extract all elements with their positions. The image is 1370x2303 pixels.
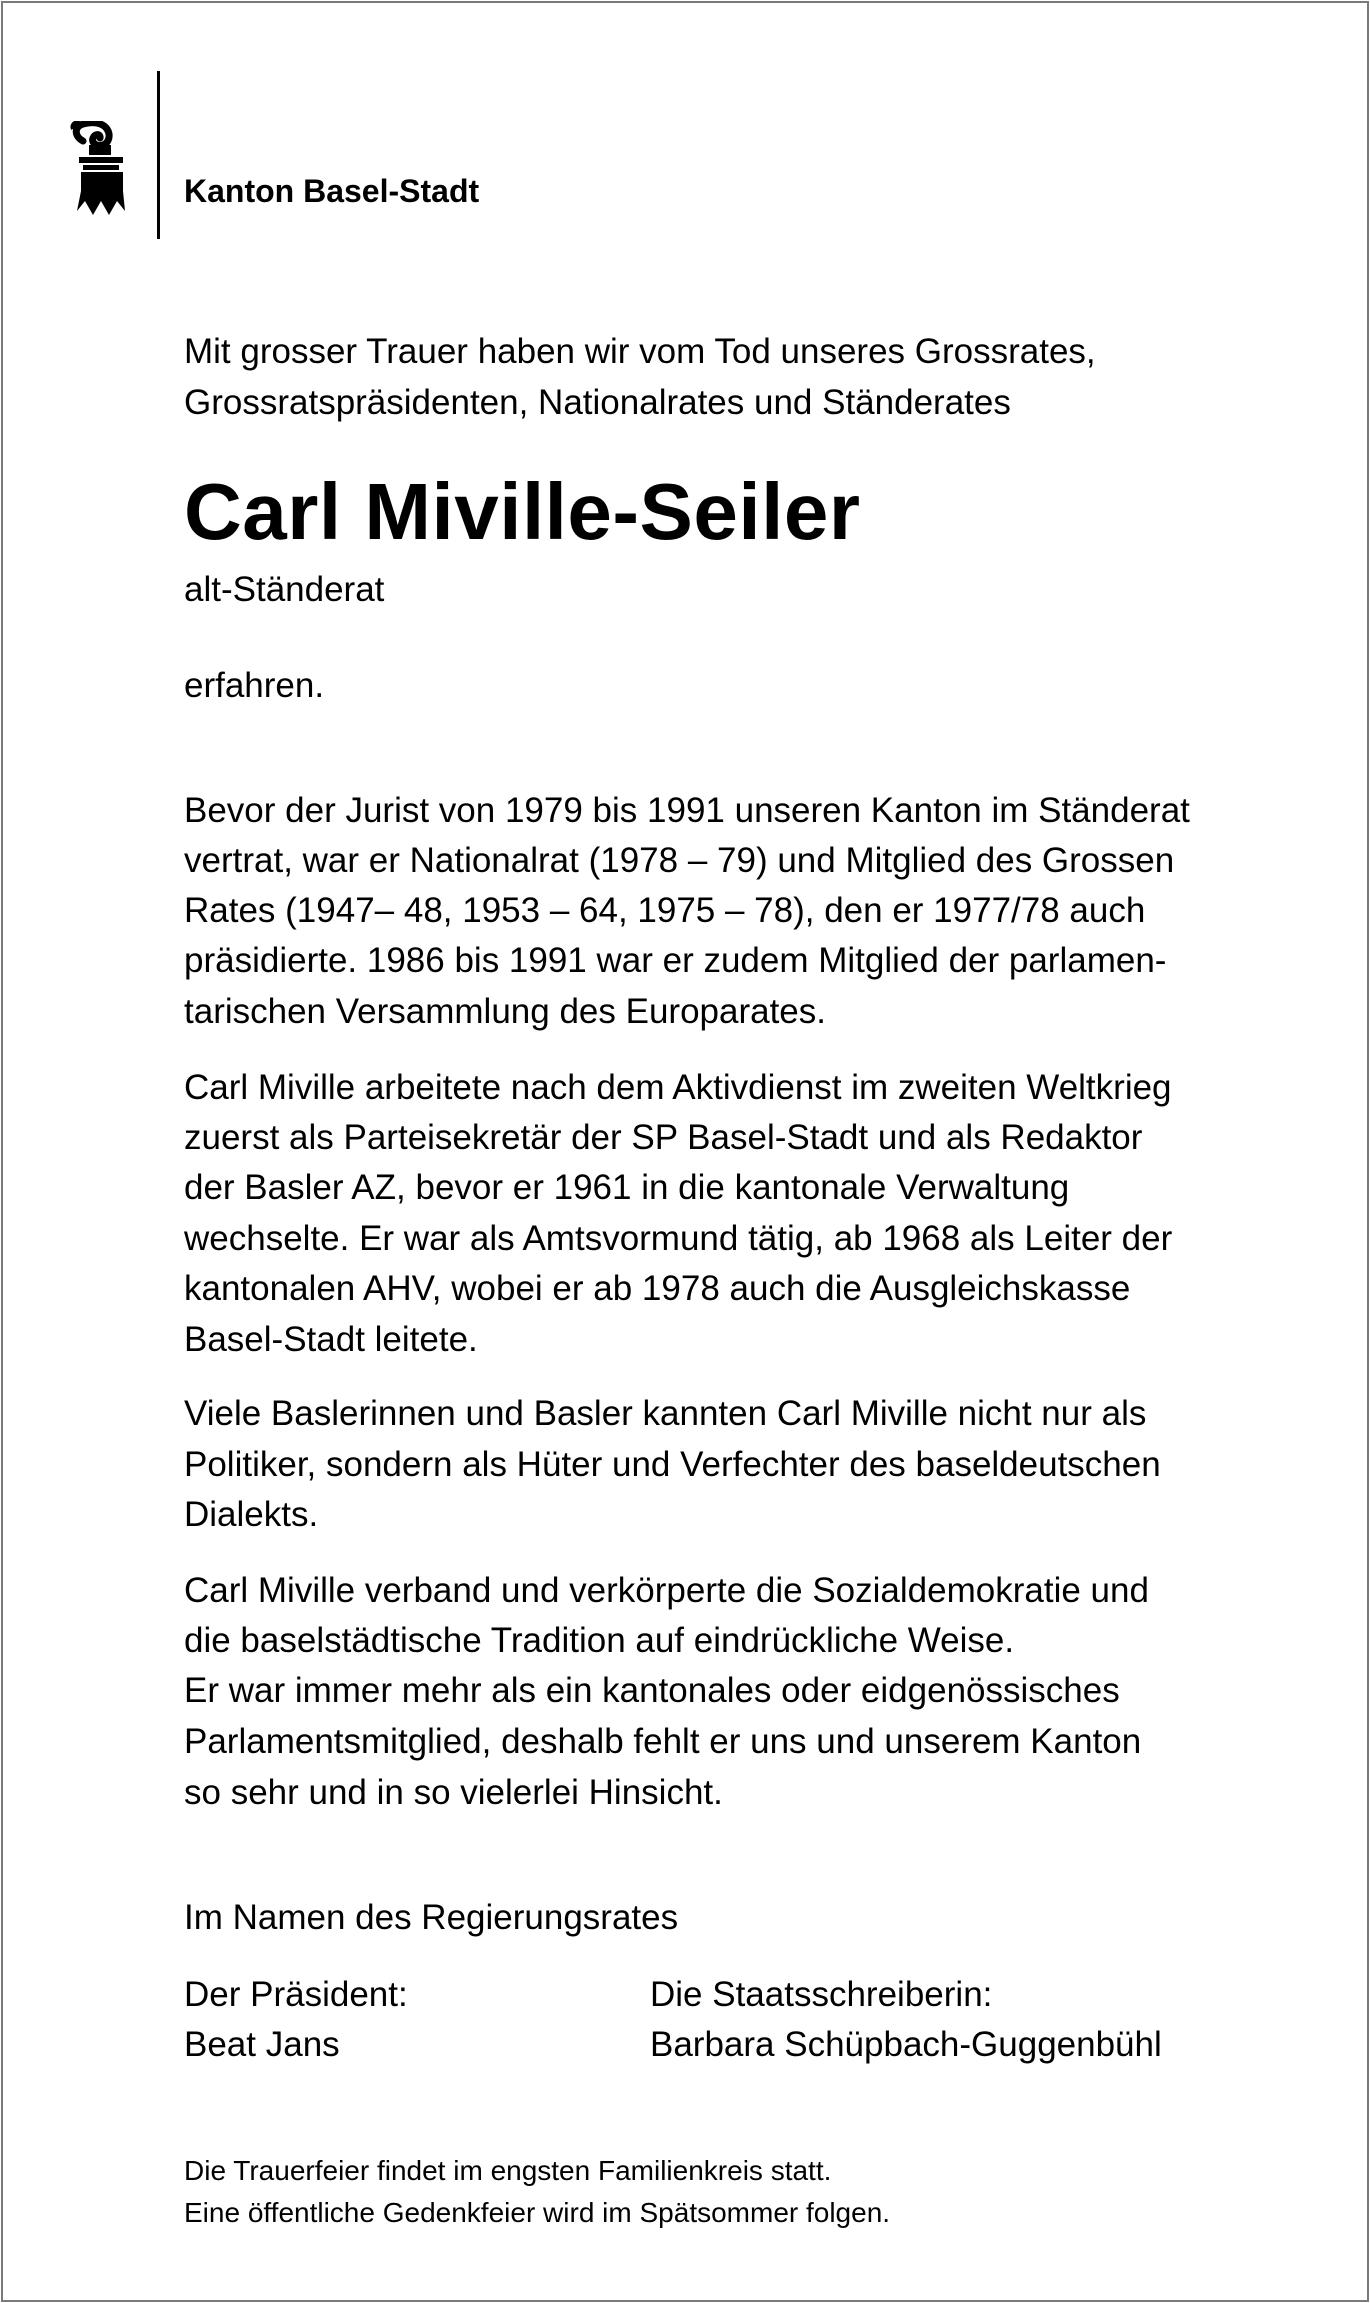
footer-line-1: Die Trauerfeier findet im engsten Familienkreis statt. <box>184 2155 832 2186</box>
paragraph-line: kantonalen AHV, wobei er ab 1978 auch die Ausgleichskasse <box>184 1269 1131 1308</box>
deceased-name: Carl Miville-Seiler <box>184 467 861 556</box>
closing-word: erfahren. <box>184 666 325 705</box>
paragraph-line: so sehr und in so vielerlei Hinsicht. <box>184 1773 723 1812</box>
president-role: Der Präsident: <box>184 1975 408 2014</box>
paragraph-line: zuerst als Parteisekretär der SP Basel-Stadt und als Redaktor <box>184 1118 1143 1157</box>
paragraph-line: Parlamentsmitglied, deshalb fehlt er uns und unserem Kanton <box>184 1722 1142 1761</box>
org-name: Kanton Basel-Stadt <box>184 173 480 209</box>
paragraph-line: tarischen Versammlung des Europarates. <box>184 992 826 1031</box>
paragraph-line: Er war immer mehr als ein kantonales oder eidgenössisches <box>184 1671 1120 1710</box>
paragraph-line: Basel-Stadt leitete. <box>184 1320 478 1359</box>
paragraph-line: Carl Miville arbeitete nach dem Aktivdienst im zweiten Weltkrieg <box>184 1068 1172 1107</box>
paragraph-line: Bevor der Jurist von 1979 bis 1991 unseren Kanton im Ständerat <box>184 791 1190 830</box>
intro-line-1: Mit grosser Trauer haben wir vom Tod unseres Grossrates, <box>184 332 1096 371</box>
paragraph-line: die baselstädtische Tradition auf eindrückliche Weise. <box>184 1621 1015 1660</box>
basel-crozier-icon <box>69 121 135 217</box>
paragraph-line: Dialekts. <box>184 1495 319 1534</box>
paragraph-line: vertrat, war er Nationalrat (1978 – 79) und Mitglied des Grossen <box>184 841 1175 880</box>
secretary-name: Barbara Schüpbach-Guggenbühl <box>650 2025 1162 2064</box>
paragraph-line: Carl Miville verband und verkörperte die Sozialdemokratie und <box>184 1571 1149 1610</box>
paragraph-line: Viele Baslerinnen und Basler kannten Carl Miville nicht nur als <box>184 1394 1147 1433</box>
paragraph-line: präsidierte. 1986 bis 1991 war er zudem Mitglied der parlamen- <box>184 941 1167 980</box>
president-name: Beat Jans <box>184 2025 340 2064</box>
header-divider <box>157 71 160 239</box>
paragraph-line: Politiker, sondern als Hüter und Verfechter des baseldeutschen <box>184 1445 1161 1484</box>
secretary-role: Die Staatsschreiberin: <box>650 1975 993 2014</box>
paragraph-line: wechselte. Er war als Amtsvormund tätig, ab 1968 als Leiter der <box>184 1219 1173 1258</box>
paragraph-line: Rates (1947– 48, 1953 – 64, 1975 – 78), den er 1977/78 auch <box>184 891 1146 930</box>
obituary-notice <box>1 1 1369 2302</box>
on-behalf-line: Im Namen des Regierungsrates <box>184 1898 679 1937</box>
intro-line-2: Grossratspräsidenten, Nationalrates und Ständerates <box>184 383 1011 422</box>
footer-line-2: Eine öffentliche Gedenkfeier wird im Spätsommer folgen. <box>184 2197 891 2228</box>
deceased-title: alt-Ständerat <box>184 570 385 609</box>
paragraph-line: der Basler AZ, bevor er 1961 in die kantonale Verwaltung <box>184 1168 1070 1207</box>
